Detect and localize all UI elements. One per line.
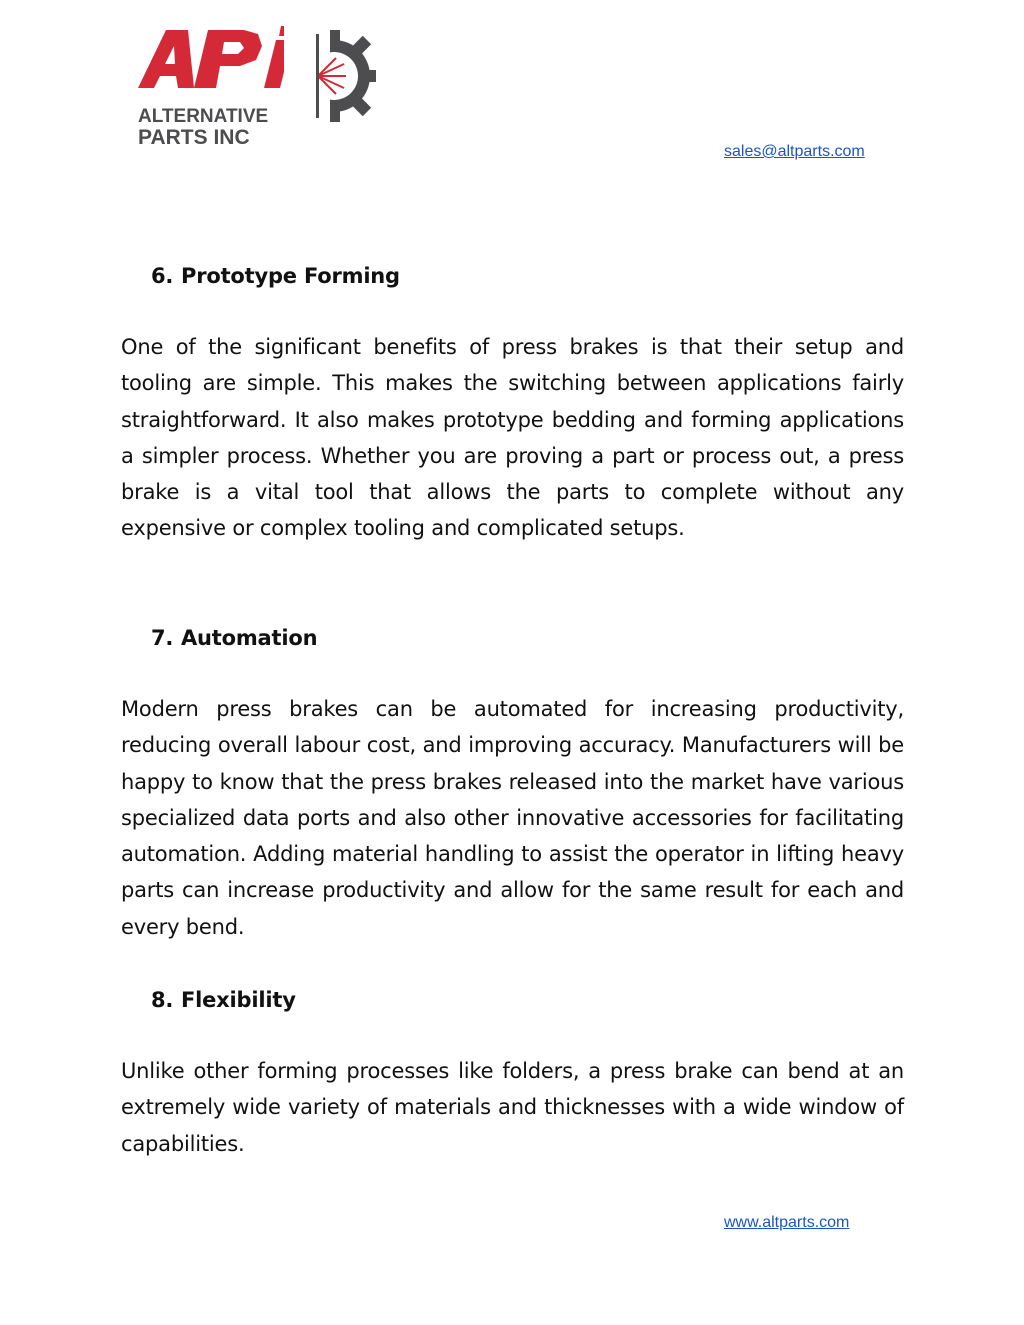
section-heading-automation xyxy=(151,626,317,650)
section-number: 7. xyxy=(151,626,174,650)
company-logo xyxy=(136,26,376,148)
section-number: 8. xyxy=(151,988,174,1012)
logo-line1: ALTERNATIVE xyxy=(138,106,269,127)
section-number: 6. xyxy=(151,264,174,288)
section-title: Automation xyxy=(181,626,318,650)
section-body-automation: Modern press brakes can be automated for increasing productivity, reducing overall labour cost, and improving accuracy. Manufacturers will be happy to know that the press brakes released into the market have various specialized data ports and also other innovative accessories for facilitating automation. Adding material handling to assist the operator in lifting heavy parts can increase productivity and allow for the same result for each and every bend. xyxy=(121,697,904,939)
section-title: Prototype Forming xyxy=(181,264,400,288)
website-link[interactable]: www.altparts.com xyxy=(724,1214,850,1231)
api-logo-icon xyxy=(136,26,376,148)
section-body-prototype: One of the significant benefits of press brakes is that their setup and tooling are simple. This makes the switching between applications fairly straightforward. It also makes prototype bedding and forming applications a simpler process. Whether you are proving a part or process out, a press brake is a vital tool that allows the parts to complete without any expensive or complex tooling and complicated setups. xyxy=(121,335,904,541)
logo-line2: PARTS INC xyxy=(138,126,250,148)
section-title: Flexibility xyxy=(181,988,296,1012)
email-link[interactable]: sales@altparts.com xyxy=(724,143,865,160)
section-heading-flexibility xyxy=(151,988,296,1012)
section-heading-prototype xyxy=(151,264,400,288)
section-body-flexibility: Unlike other forming processes like folders, a press brake can bend at an extremely wide variety of materials and thicknesses with a wide window of capabilities. xyxy=(121,1059,904,1156)
